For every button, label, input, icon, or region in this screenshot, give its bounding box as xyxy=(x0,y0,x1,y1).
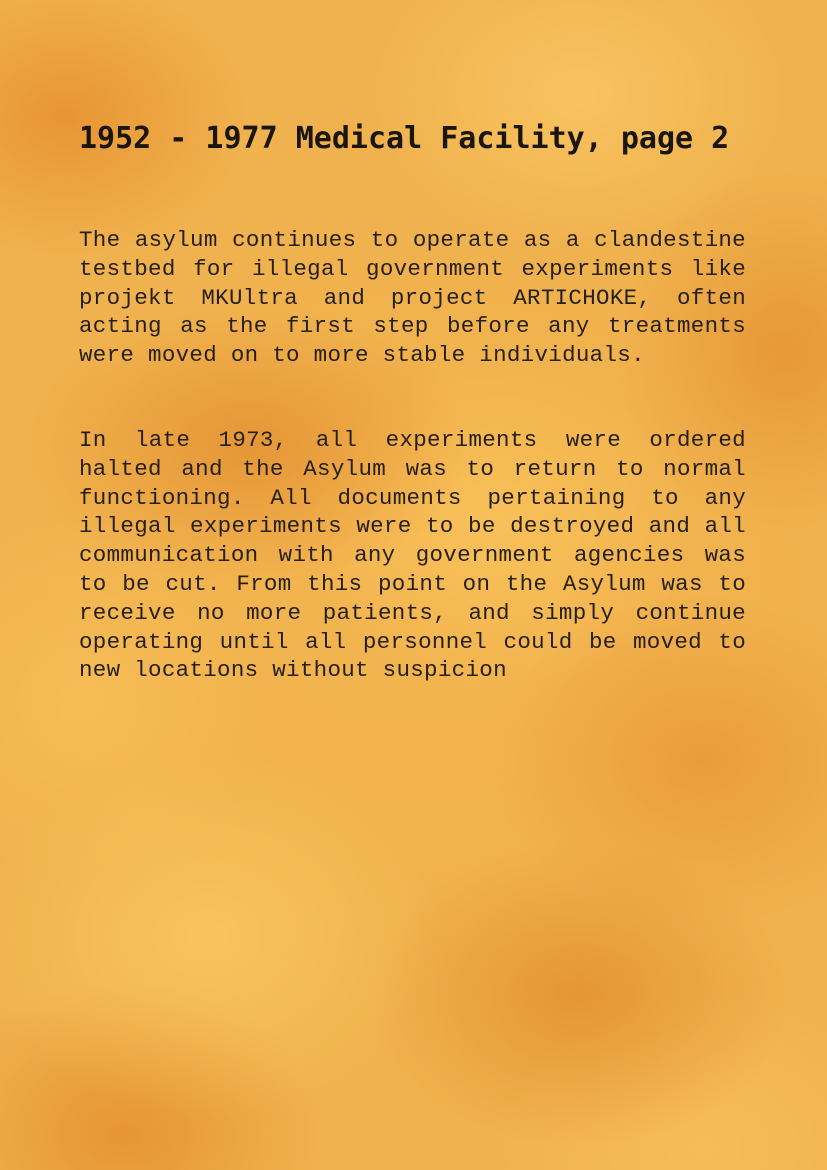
document-page xyxy=(79,118,746,685)
paragraph-asylum-experiments: The asylum continues to operate as a clandestine testbed for illegal government experiments like projekt MKUltra and project ARTICHOKE, often acting as the first step before any treatments were moved on to more stable individuals. xyxy=(79,227,746,369)
page-title: 1952 - 1977 Medical Facility, page 2 xyxy=(79,121,730,156)
paragraph-experiments-halted: In late 1973, all experiments were ordered halted and the Asylum was to return to normal functioning. All documents pertaining to any illegal experiments were to be destroyed and all communication with any government agencies was to be cut. From this point on the Asylum was to receive no more patients, and simply continue operating until all personnel could be moved to new locations without suspicion xyxy=(79,426,746,684)
